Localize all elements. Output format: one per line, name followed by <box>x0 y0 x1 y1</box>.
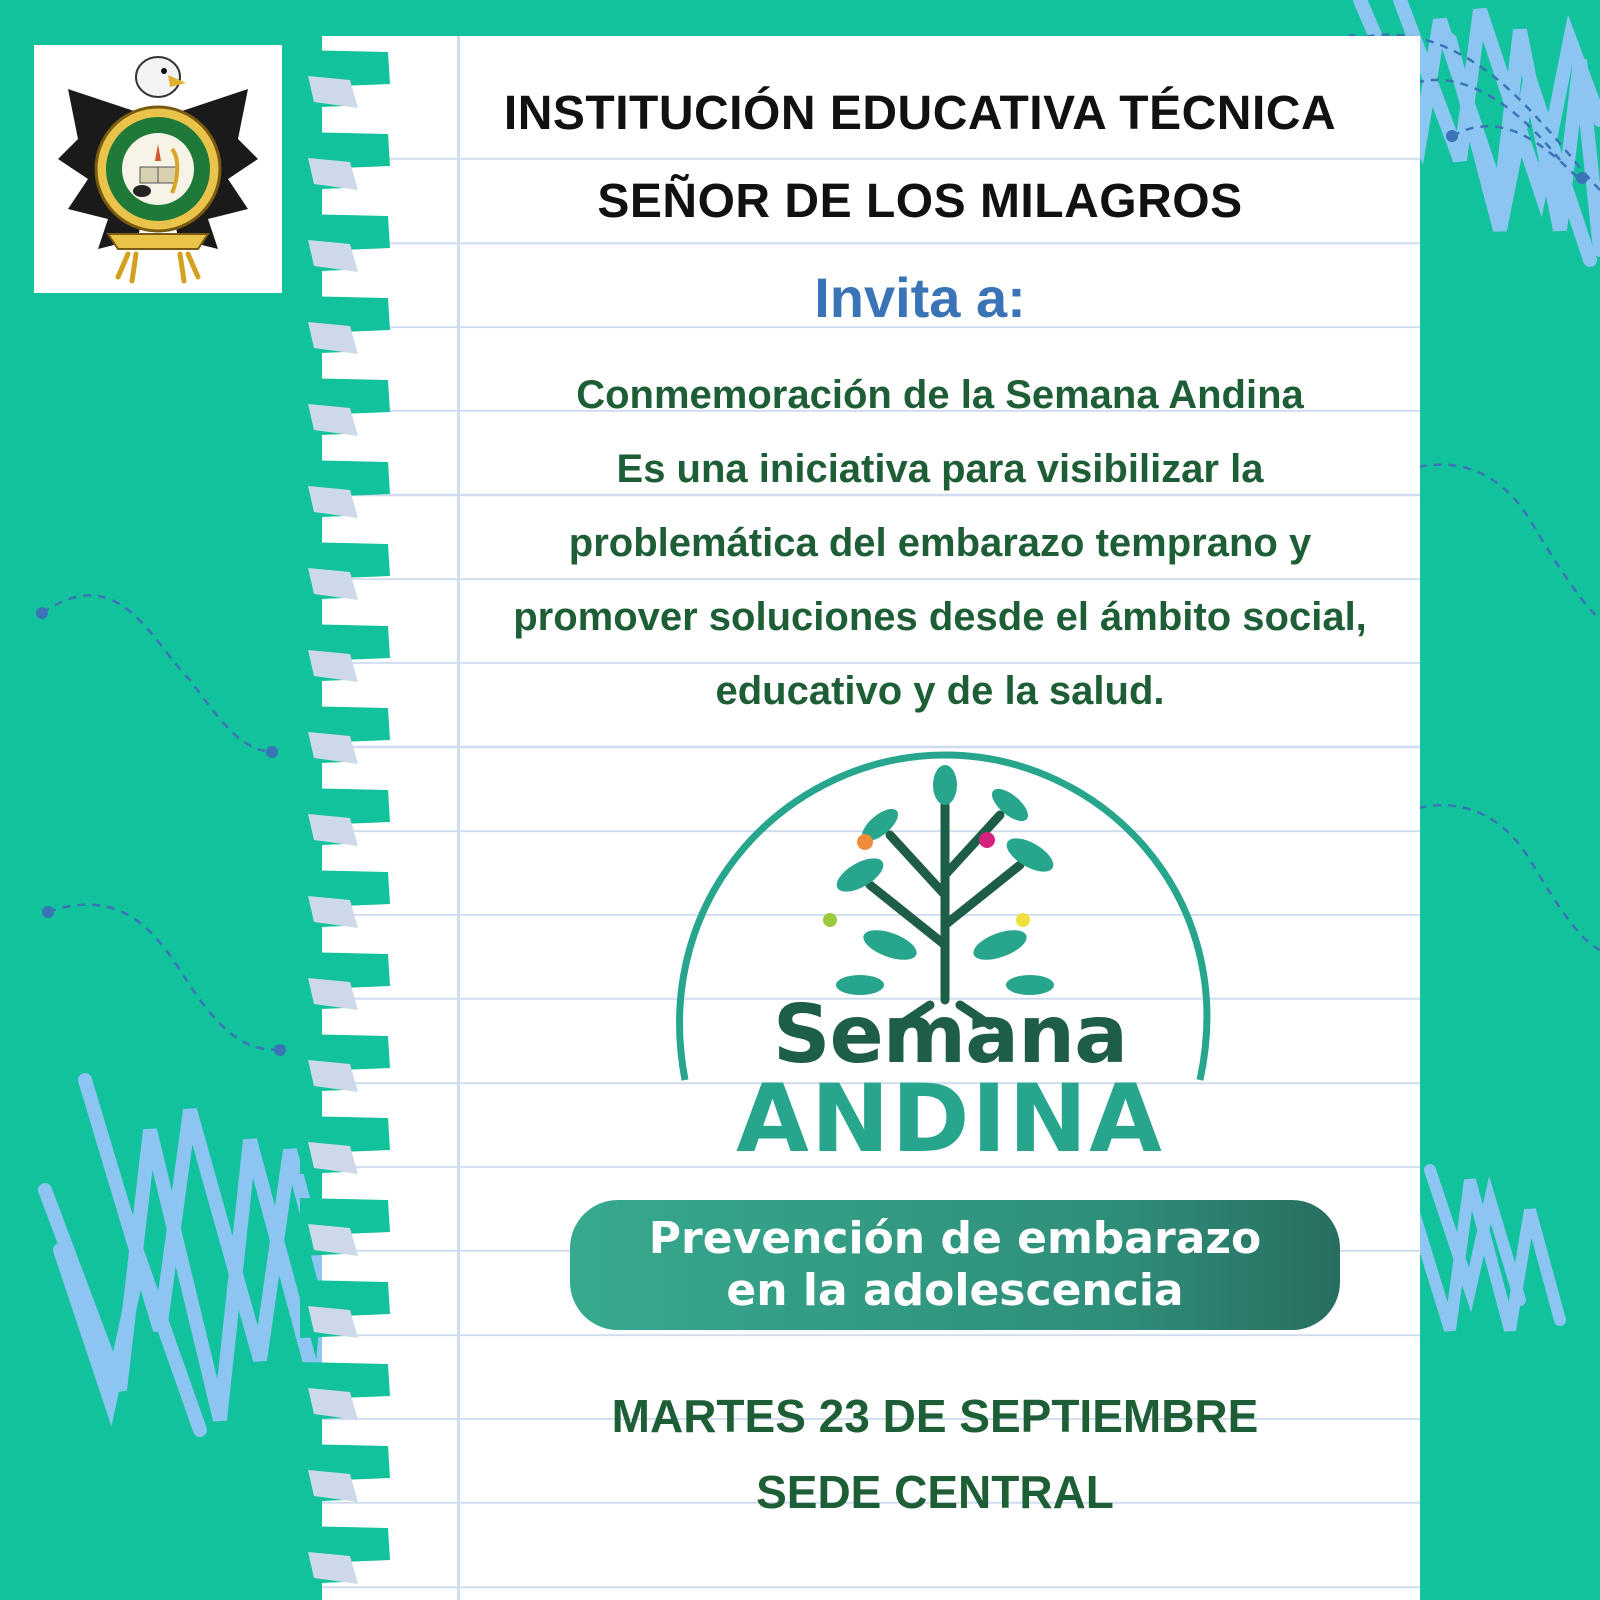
event-location: SEDE CENTRAL <box>756 1466 1114 1518</box>
institution-title-line-1: INSTITUCIÓN EDUCATIVA TÉCNICA <box>503 87 1337 140</box>
event-date: MARTES 23 DE SEPTIEMBRE <box>611 1390 1259 1442</box>
event-details <box>420 1378 1450 1530</box>
scribble-bottom-left <box>45 1080 340 1430</box>
institution-logo <box>34 45 282 293</box>
campaign-logo-word-andina: ANDINA <box>736 1065 1164 1174</box>
spiral-binding <box>300 40 440 1600</box>
institution-title-line-2: SEÑOR DE LOS MILAGROS <box>597 175 1243 228</box>
campaign-banner-line-1: Prevención de embarazo <box>648 1213 1262 1264</box>
institution-title <box>420 70 1420 246</box>
event-description-line: Es una iniciativa para visibilizar la <box>616 447 1264 491</box>
event-description-line: problemática del embarazo temprano y <box>568 521 1312 565</box>
campaign-logo-banner <box>570 1200 1340 1330</box>
event-description-line: educativo y de la salud. <box>715 669 1165 713</box>
invite-heading: Invita a: <box>814 266 1026 329</box>
event-description <box>440 358 1440 728</box>
event-title: Conmemoración de la Semana Andina <box>576 373 1304 417</box>
event-description-line: promover soluciones desde el ámbito social, <box>513 595 1367 639</box>
campaign-logo-word-semana: Semana <box>772 988 1128 1081</box>
scribble-bottom-right <box>1410 1170 1560 1330</box>
campaign-banner-line-2: en la adolescencia <box>726 1265 1184 1316</box>
eagle-crest-icon <box>48 49 268 289</box>
